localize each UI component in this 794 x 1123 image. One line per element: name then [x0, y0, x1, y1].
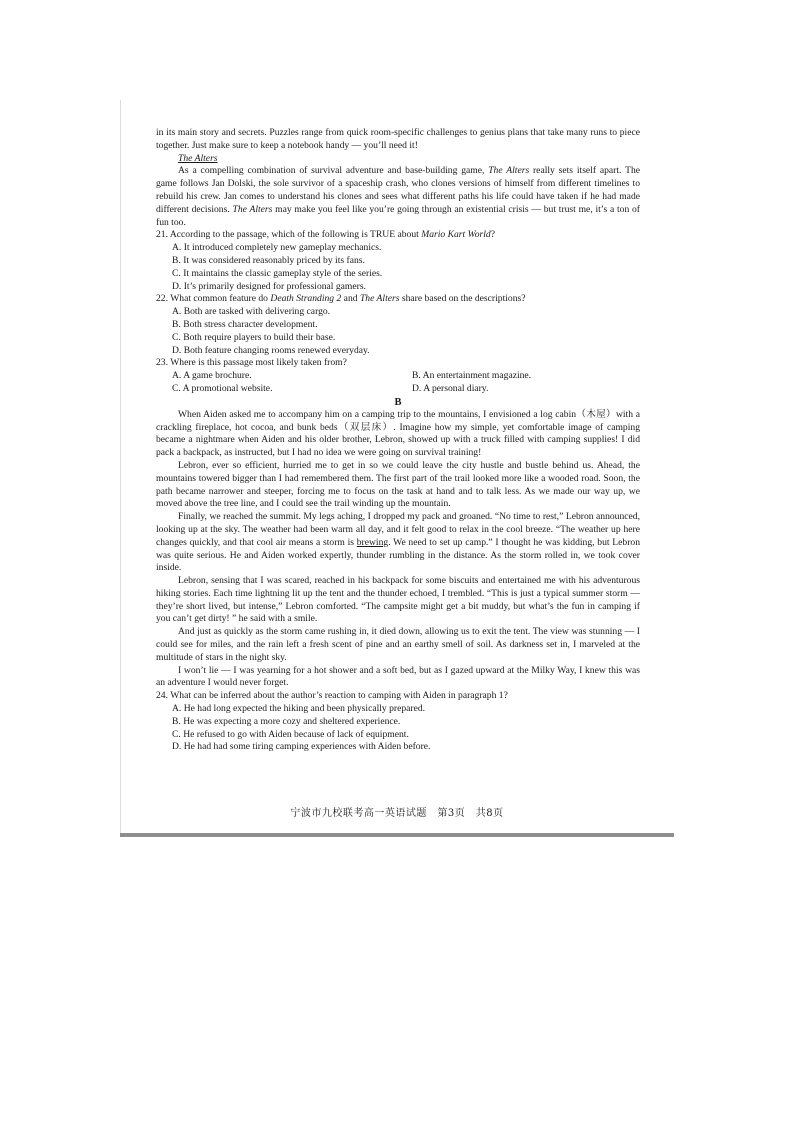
- question-24-option-d: D. He had had some tiring camping experiences with Aiden before.: [172, 741, 431, 753]
- passage-a-alters-paragraph: As a compelling combination of survival adventure and base-building game, The Alters really sets itself apart. The game follows Jan Dolski, the sole survivor of a spaceship crash, who clones versions of himself from different timelines to rebuild his crew. Jan comes to understand his clones and sees what different paths his life could have taken if he had made different decisions. The Alters may make you feel like you’re going through an existential crisis — but trust me, it’s a ton of fun too.: [156, 165, 640, 228]
- question-23-option-c: C. A promotional website.: [172, 382, 273, 394]
- question-24-option-b: B. He was expecting a more cozy and sheltered experience.: [172, 715, 401, 727]
- question-21-option-b: B. It was considered reasonably priced by its fans.: [172, 254, 365, 266]
- passage-b-paragraph-1: When Aiden asked me to accompany him on a camping trip to the mountains, I envisioned a log cabin（木屋）with a crackling fireplace, hot cocoa, and bunk beds（双层床）. Imagine how my simple, yet comfortable image of camping became a nightmare when Aiden and his older brother, Lebron, showed up with a truck filled with camping supplies! I did pack a backpack, as instructed, but I had no idea we were going on survival training!: [156, 408, 640, 459]
- game-title-the-alters: The Alters: [178, 152, 218, 164]
- question-23-option-d: D. A personal diary.: [412, 382, 489, 394]
- passage-b-paragraph-3: Finally, we reached the summit. My legs aching, I dropped my pack and groaned. “No time to rest,” Lebron announced, looking up at the sky. The weather had been warm all day, and it felt good to relax in the cool breeze. “The weather up here changes quickly, and that cool air means a storm is brewing. We need to set up camp.” I thought he was kidding, but Lebron was quite serious. He and Aiden worked expertly, thunder rumbling in the distance. As the storm rolled in, we took cover inside.: [156, 511, 640, 574]
- passage-b-paragraph-4: Lebron, sensing that I was scared, reached in his backpack for some biscuits and entertained me with his adventurous hiking stories. Each time lightning lit up the tent and the thunder echoed, I trembled. “This is just a typical summer storm — they’re short lived, but intense,” Lebron comforted. “The campsite might get a bit muddy, but what’s the fun in camping if you can’t get dirty! ” he said with a smile.: [156, 575, 640, 625]
- question-24-stem: 24. What can be inferred about the author’s reaction to camping with Aiden in paragraph 1?: [156, 690, 508, 702]
- passage-b-paragraph-5: And just as quickly as the storm came rushing in, it died down, allowing us to exit the tent. The view was stunning — I could see for miles, and the rain left a fresh scent of pine and an earthy smell of soil. As darkness set in, I marveled at the multitude of stars in the night sky.: [156, 626, 640, 663]
- question-22-stem: 22. What common feature do Death Stranding 2 and The Alters share based on the descriptions?: [156, 293, 526, 305]
- question-23-option-b: B. An entertainment magazine.: [412, 370, 532, 382]
- question-21-option-a: A. It introduced completely new gameplay mechanics.: [172, 242, 382, 254]
- question-22-option-b: B. Both stress character development.: [172, 318, 318, 330]
- exam-page-content: [156, 127, 640, 754]
- question-21-option-d: D. It’s primarily designed for professional gamers.: [172, 280, 366, 292]
- section-b-heading: B: [394, 396, 402, 408]
- question-23-option-a: A. A game brochure.: [172, 370, 252, 382]
- passage-b-paragraph-6: I won’t lie — I was yearning for a hot shower and a soft bed, but as I gazed upward at the Milky Way, I knew this was an adventure I would never forget.: [156, 664, 640, 689]
- question-21-option-c: C. It maintains the classic gameplay style of the series.: [172, 267, 383, 279]
- question-23-options-row-2: [156, 383, 640, 396]
- passage-a-intro-tail: in its main story and secrets. Puzzles range from quick room-specific challenges to genius plans that take many runs to piece together. Just make sure to keep a notebook handy — you’ll need it!: [156, 127, 640, 151]
- question-21-stem: 21. According to the passage, which of the following is TRUE about Mario Kart World?: [156, 229, 495, 241]
- passage-b-paragraph-2: Lebron, ever so efficient, hurried me to get in so we could leave the city hustle and bustle behind us. Ahead, the mountains towered bigger than I had remembered them. The first part of the trail looked more like a wooded road. Soon, the path became narrower and steeper, forcing me to focus on the task at hand and to talk less. As we made our way up, we moved above the tree line, and I could see the trail winding up the mountain.: [156, 459, 640, 510]
- question-22-option-d: D. Both feature changing rooms renewed everyday.: [172, 344, 370, 356]
- question-24-option-c: C. He refused to go with Aiden because of lack of equipment.: [172, 728, 409, 740]
- question-22-option-a: A. Both are tasked with delivering cargo.: [172, 306, 331, 318]
- question-23-options-row-1: [156, 370, 640, 383]
- page-bottom-border: [120, 833, 674, 837]
- question-22-option-c: C. Both require players to build their base.: [172, 331, 336, 343]
- question-23-stem: 23. Where is this passage most likely taken from?: [156, 357, 347, 369]
- question-24-option-a: A. He had long expected the hiking and been physically prepared.: [172, 703, 426, 715]
- page-edge-line: [120, 100, 121, 835]
- page-footer: 宁波市九校联考高一英语试题 第3页 共8页: [290, 808, 504, 819]
- underlined-word-brewing: brewing: [356, 536, 389, 548]
